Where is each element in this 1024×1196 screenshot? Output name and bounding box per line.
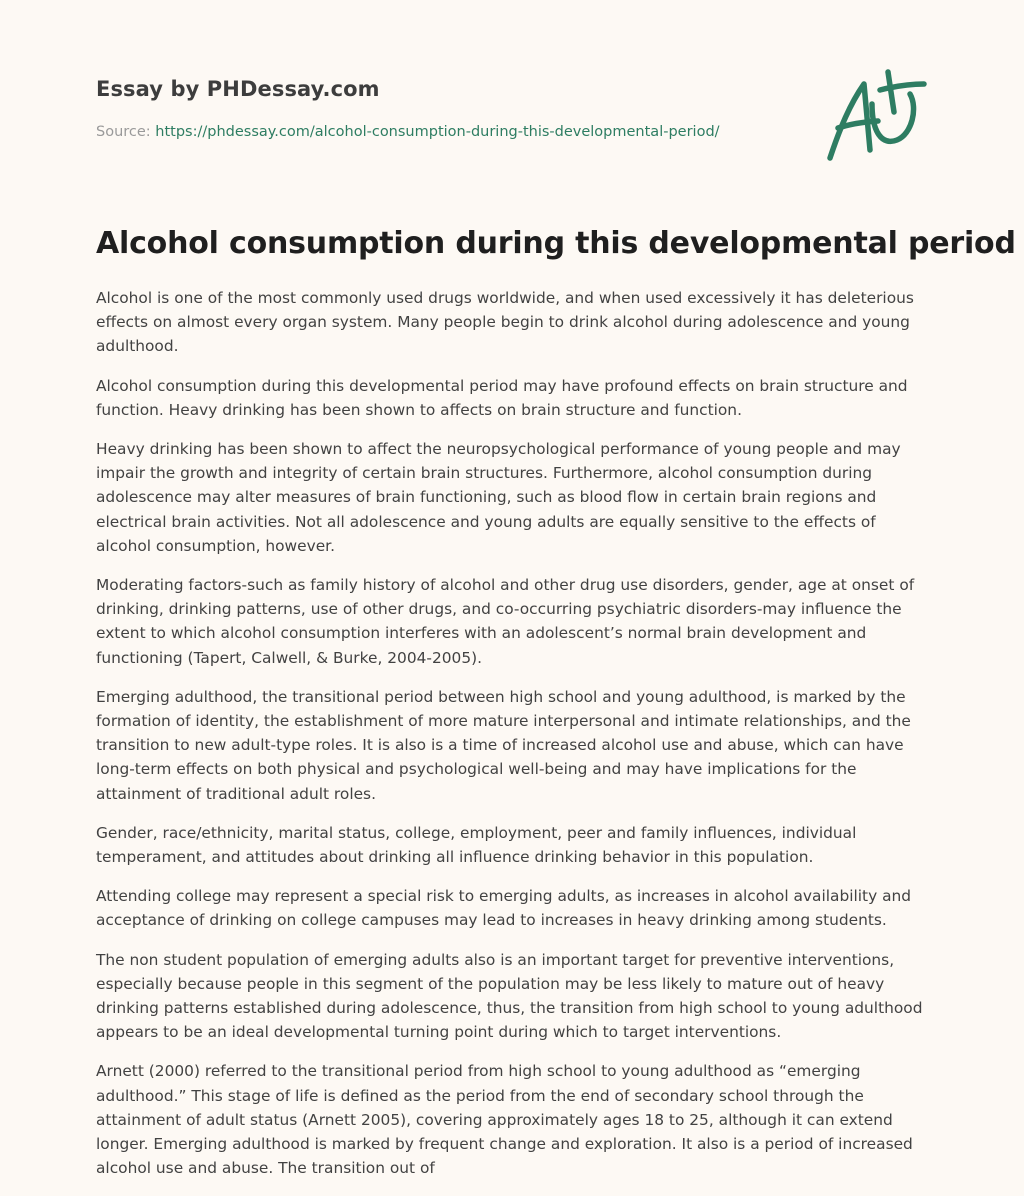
- essay-paragraph: Arnett (2000) referred to the transitional period from high school to young adulthood as “emerging adulthood.” This stage of life is defined as the period from the end of secondary school through the attainment of adult status (Arnett 2005), covering approximately ages 18 to 25, although it can extend longer. Emerging adulthood is marked by frequent change and exploration. It also is a period of increased alcohol use and abuse. The transition out of: [96, 1062, 913, 1178]
- site-brand: Essay by PHDessay.com: [96, 77, 380, 101]
- source-label: Source:: [96, 124, 156, 140]
- essay-paragraph: Emerging adulthood, the transitional period between high school and young adulthood, is marked by the formation of identity, the establishment of more mature interpersonal and intimate relationships, and the transition to new adult-type roles. It is also is a time of increased alcohol use and abuse, which can have long-term effects on both physical and psychological well-being and may have implications for the attainment of traditional adult roles.: [96, 687, 911, 803]
- essay-paragraph: Moderating factors-such as family history of alcohol and other drug use disorders, gender, age at onset of drinking, drinking patterns, use of other drugs, and co-occurring psychiatric disorders-may influence the extent to which alcohol consumption interferes with an adolescent’s normal brain development and functioning (Tapert, Calwell, & Burke, 2004-2005).: [96, 576, 915, 667]
- source-link[interactable]: https://phdessay.com/alcohol-consumption-during-this-developmental-period/: [155, 124, 720, 140]
- source-line: [96, 124, 720, 140]
- a-plus-grade-icon: [822, 66, 932, 166]
- essay-body: [96, 286, 932, 1196]
- essay-paragraph: Alcohol is one of the most commonly used drugs worldwide, and when used excessively it has deleterious effects on almost every organ system. Many people begin to drink alcohol during adolescence and young adulthood.: [96, 289, 914, 356]
- essay-paragraph: The non student population of emerging adults also is an important target for preventive interventions, especially because people in this segment of the population may be less likely to mature out of heavy drinking patterns established during adolescence, thus, the transition from high school to young adulthood appears to be an ideal developmental turning point during which to target interventions.: [96, 950, 923, 1042]
- essay-paragraph: Heavy drinking has been shown to affect the neuropsychological performance of young people and may impair the growth and integrity of certain brain structures. Furthermore, alcohol consumption during adolescence may alter measures of brain functioning, such as blood flow in certain brain regions and electrical brain activities. Not all adolescence and young adults are equally sensitive to the effects of alcohol consumption, however.: [96, 440, 901, 555]
- essay-paragraph: Gender, race/ethnicity, marital status, college, employment, peer and family influences, individual temperament, and attitudes about drinking all influence drinking behavior in this population.: [96, 823, 857, 867]
- essay-paragraph: Alcohol consumption during this developmental period may have profound effects on brain structure and function. Heavy drinking has been shown to affects on brain structure and function.: [96, 376, 908, 419]
- essay-title: Alcohol consumption during this developmental period: [96, 226, 1016, 261]
- essay-paragraph: Attending college may represent a special risk to emerging adults, as increases in alcohol availability and acceptance of drinking on college campuses may lead to increases in heavy drinking among students.: [96, 887, 912, 930]
